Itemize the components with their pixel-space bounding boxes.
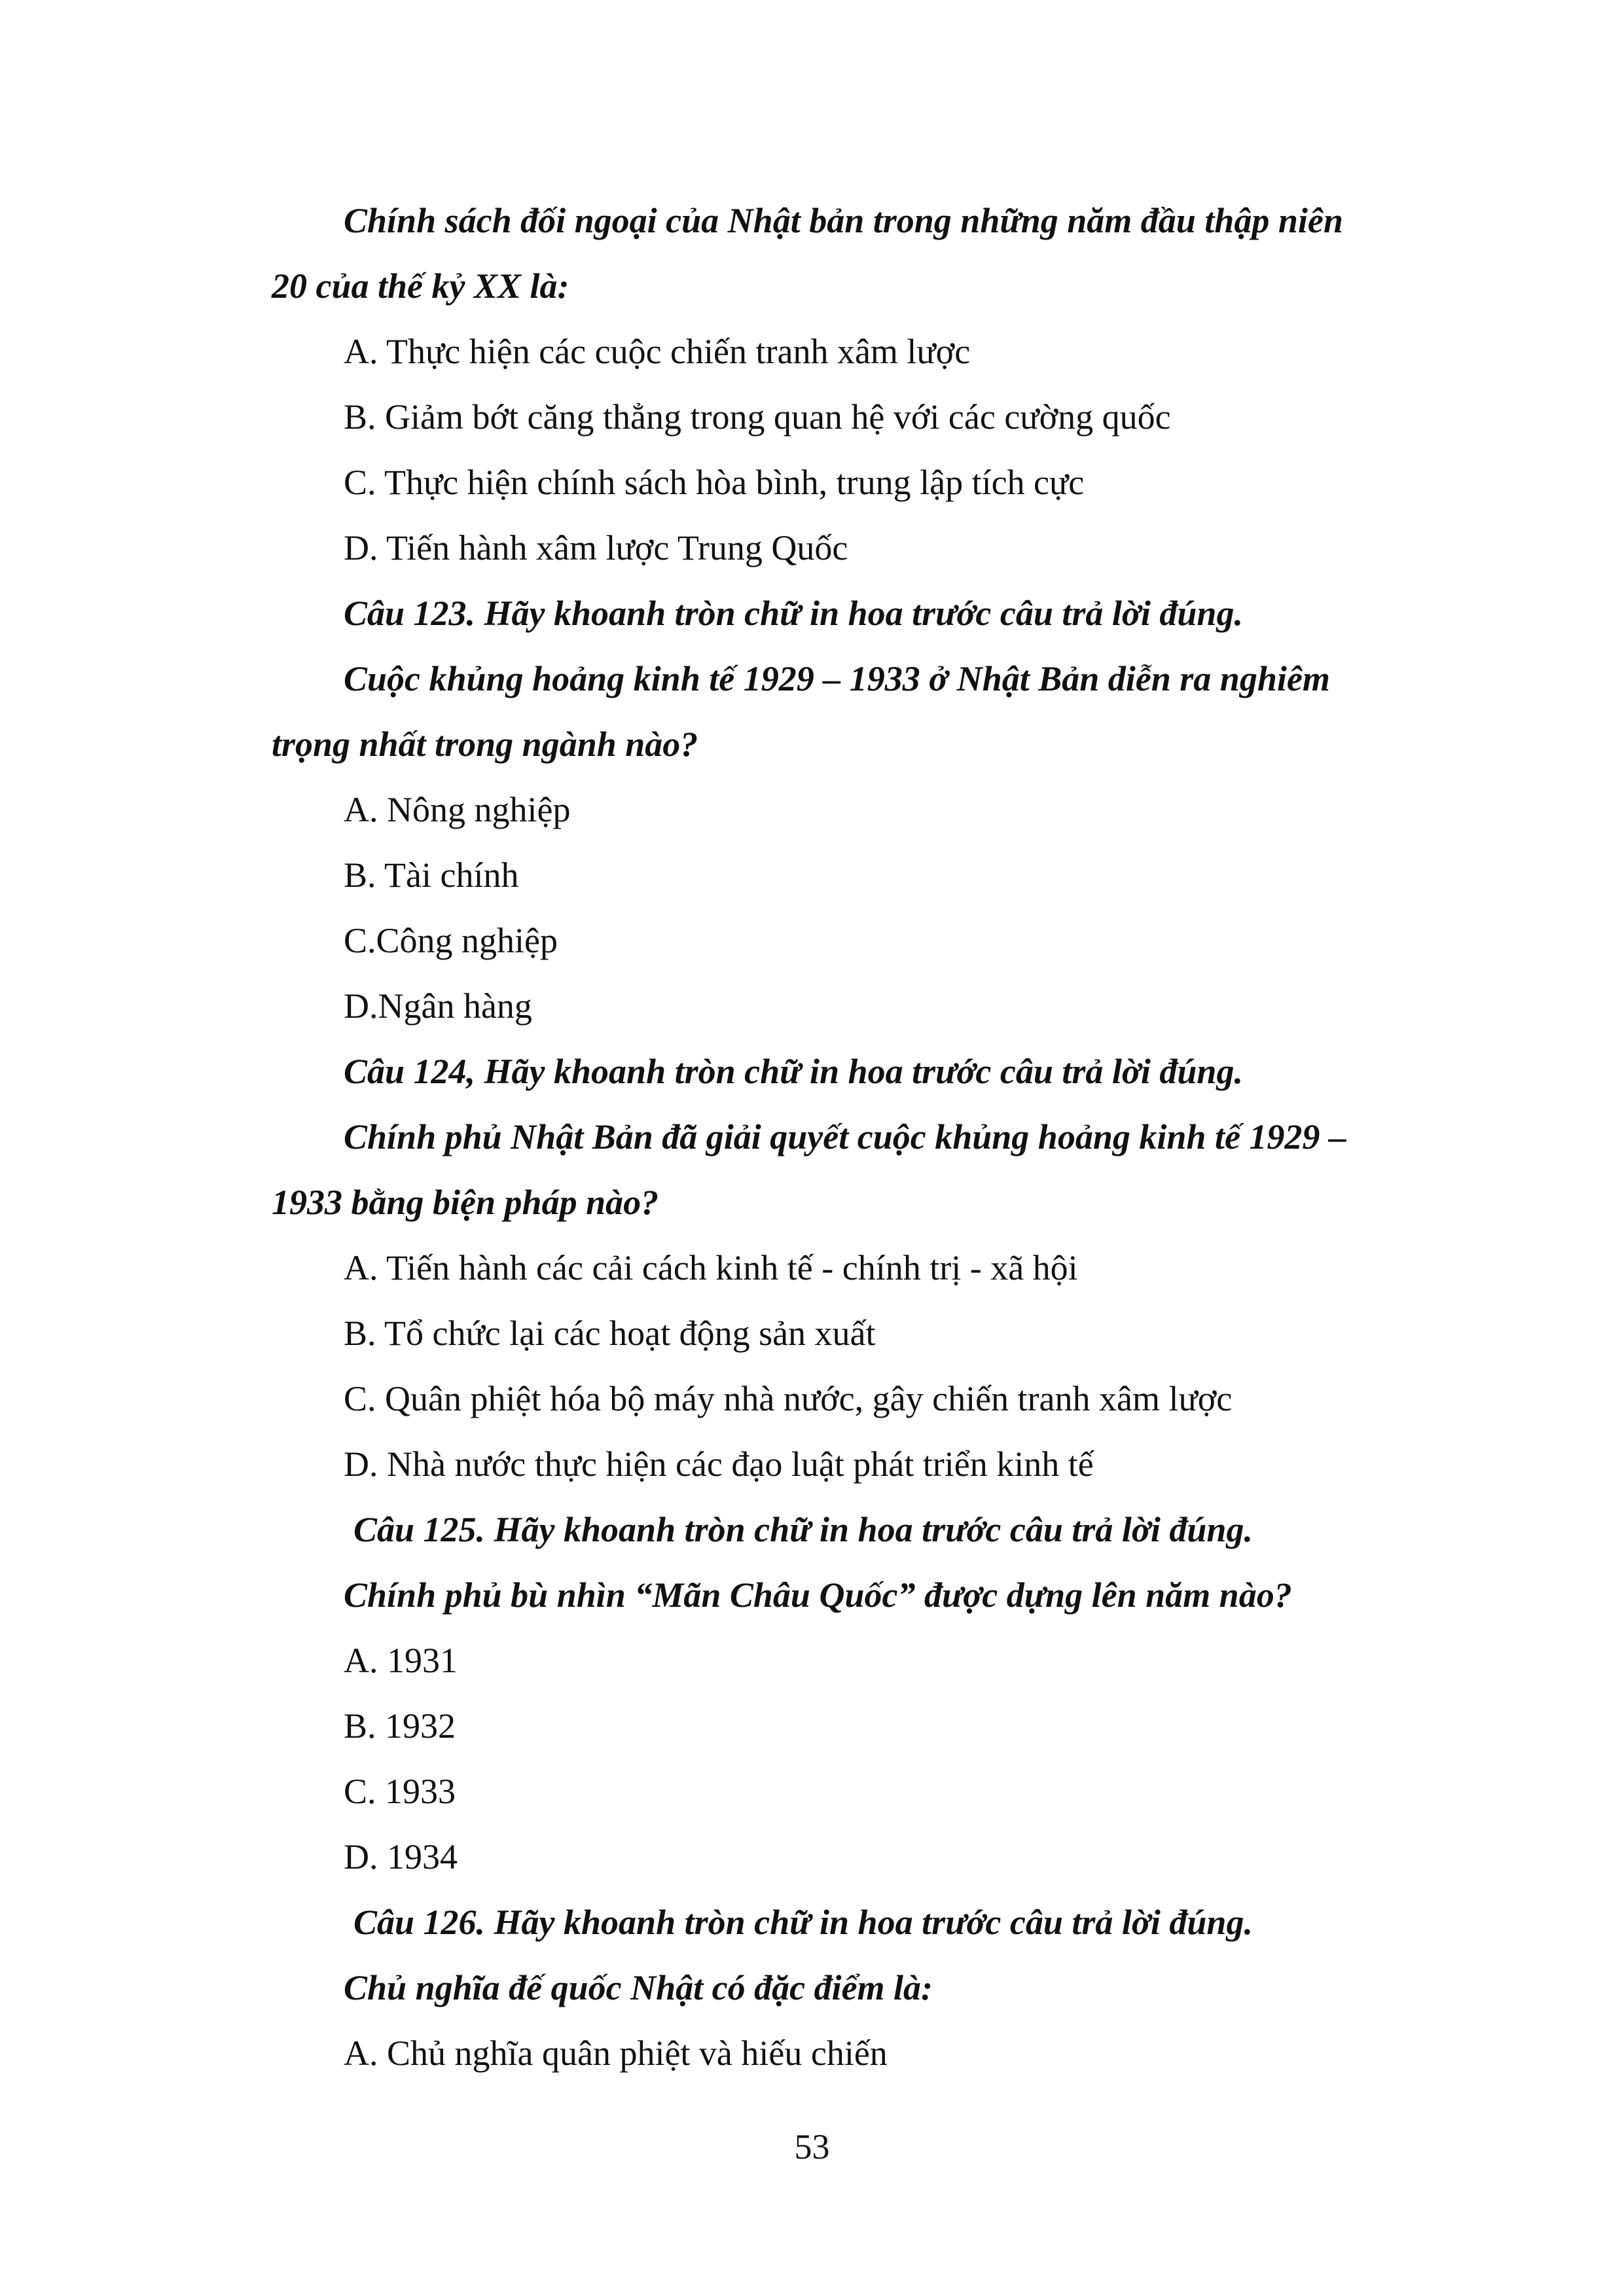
q122-option-d: D. Tiến hành xâm lược Trung Quốc (344, 528, 848, 567)
q124-option-a: A. Tiến hành các cải cách kinh tế - chính trị - xã hội (344, 1248, 1078, 1287)
q125-option-d: D. 1934 (344, 1837, 458, 1876)
q125-heading: Câu 125. Hãy khoanh tròn chữ in hoa trước câu trả lời đúng. (353, 1510, 1253, 1549)
q124-option-c: C. Quân phiệt hóa bộ máy nhà nước, gây chiến tranh xâm lược (344, 1379, 1233, 1418)
q123-option-a: A. Nông nghiệp (344, 790, 571, 829)
q123-option-d: D.Ngân hàng (344, 986, 532, 1026)
q124-option-b: B. Tổ chức lại các hoạt động sản xuất (344, 1314, 876, 1353)
q125-option-a: A. 1931 (344, 1641, 458, 1680)
q122-question-line-1: Chính sách đối ngoại của Nhật bản trong những năm đầu thập niên (344, 201, 1343, 240)
q122-option-c: C. Thực hiện chính sách hòa bình, trung lập tích cực (344, 463, 1085, 502)
q124-question-line-1: Chính phủ Nhật Bản đã giải quyết cuộc khủng hoảng kinh tế 1929 – (344, 1117, 1346, 1157)
q126-heading: Câu 126. Hãy khoanh tròn chữ in hoa trước câu trả lời đúng. (353, 1903, 1253, 1942)
q125-option-c: C. 1933 (344, 1772, 456, 1811)
q123-question-line-2: trọng nhất trong ngành nào? (272, 725, 698, 764)
q125-question-line-1: Chính phủ bù nhìn “Mãn Châu Quốc” được dựng lên năm nào? (344, 1575, 1292, 1615)
q124-question-line-2: 1933 bằng biện pháp nào? (272, 1183, 659, 1222)
page-number: 53 (794, 2127, 830, 2166)
q125-option-b: B. 1932 (344, 1706, 456, 1746)
q123-option-c: C.Công nghiệp (344, 921, 558, 960)
q124-heading: Câu 124, Hãy khoanh tròn chữ in hoa trước câu trả lời đúng. (344, 1052, 1243, 1091)
q123-option-b: B. Tài chính (344, 855, 519, 895)
q122-option-b: B. Giảm bớt căng thẳng trong quan hệ với các cường quốc (344, 397, 1171, 437)
q126-option-a: A. Chủ nghĩa quân phiệt và hiếu chiến (344, 2034, 888, 2073)
q123-question-line-1: Cuộc khủng hoảng kinh tế 1929 – 1933 ở Nhật Bản diễn ra nghiêm (344, 659, 1330, 698)
q123-heading: Câu 123. Hãy khoanh tròn chữ in hoa trước câu trả lời đúng. (344, 594, 1243, 633)
q122-option-a: A. Thực hiện các cuộc chiến tranh xâm lược (344, 332, 971, 371)
q122-question-line-2: 20 của thế kỷ XX là: (272, 266, 569, 306)
q124-option-d: D. Nhà nước thực hiện các đạo luật phát triển kinh tế (344, 1444, 1094, 1484)
q126-question-line-1: Chủ nghĩa đế quốc Nhật có đặc điểm là: (344, 1968, 933, 2007)
